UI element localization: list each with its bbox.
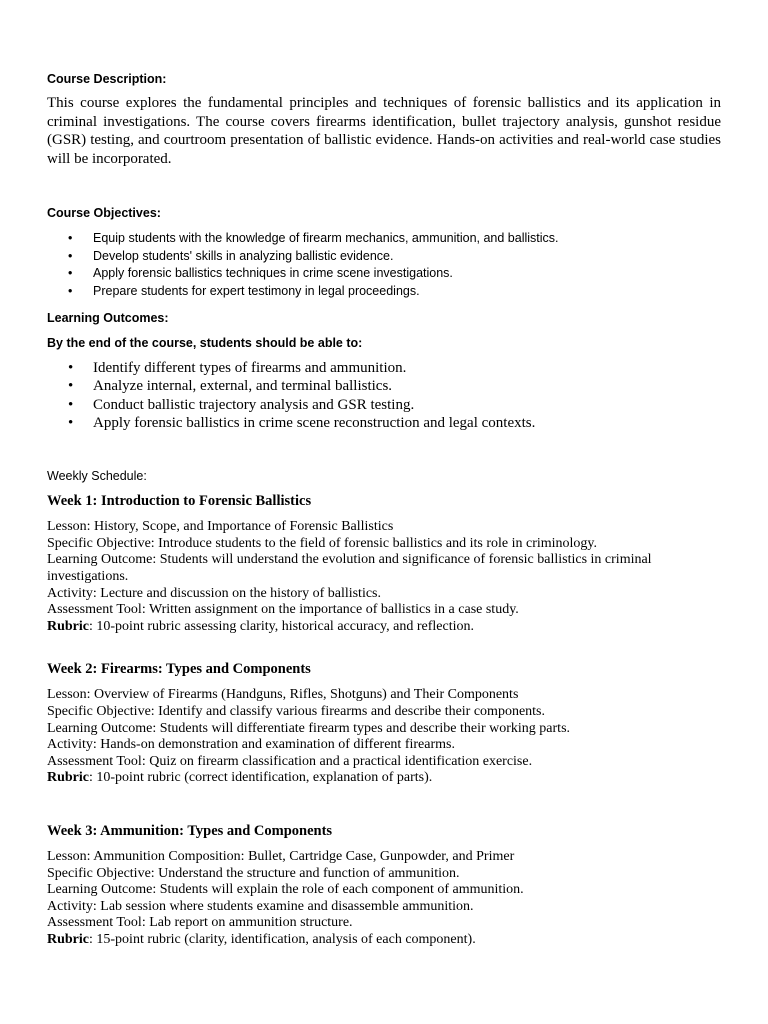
lesson-line: Lesson: Overview of Firearms (Handguns, Rifles, Shotguns) and Their Components [47,687,519,703]
outcome-line: Learning Outcome: Students will differentiate firearm types and describe their working parts. [47,720,571,736]
bullet-icon: • [68,248,73,263]
objective-line: Specific Objective: Introduce students to the field of forensic ballistics and its role in criminology. [47,535,598,551]
rubric-label: Rubric [47,770,89,786]
weekly-schedule-heading: Weekly Schedule: [47,469,147,484]
rubric-text: : 15-point rubric (clarity, identification, analysis of each component). [89,931,476,947]
week-details [47,519,721,635]
bullet-icon: • [68,396,74,413]
learning-outcomes-list [47,359,721,432]
list-item: • Analyze internal, external, and terminal ballistics. [68,378,393,395]
objective-line: Specific Objective: Understand the structure and function of ammunition. [47,865,460,881]
list-item: • Apply forensic ballistics techniques in crime scene investigations. [47,265,721,283]
course-description-heading: Course Description: [47,72,167,86]
outcome-line-continued: investigations. [47,568,129,584]
list-item: • Conduct ballistic trajectory analysis and GSR testing. [68,396,415,413]
list-item: • Develop students' skills in analyzing ballistic evidence. [47,248,721,266]
course-description-text: This course explores the fundamental principles and techniques of forensic ballistics and its application in criminal investigations. The course covers firearms identification, bullet trajectory analysis, gunshot residue (GSR) testing, and courtroom presentation of ballistic evidence. Hands-on activities and real-world case studies will be incorporated. [47,95,721,167]
assessment-line: Assessment Tool: Quiz on firearm classification and a practical identification exercise. [47,753,533,769]
bullet-icon: • [68,231,73,245]
rubric-line [47,770,721,787]
bullet-icon: • [68,266,73,280]
week-3-section [47,823,721,949]
week-title: Week 1: Introduction to Forensic Ballistics [47,493,312,510]
week-details [47,687,721,787]
course-objectives-list [47,230,721,300]
outcome-line: Learning Outcome: Students will explain the role of each component of ammunition. [47,882,524,898]
list-item: • Identify different types of firearms and ammunition. [68,360,407,376]
rubric-line [47,932,721,949]
list-item: • Prepare students for expert testimony in legal proceedings. [47,283,721,301]
bullet-icon: • [68,283,73,298]
rubric-line [47,619,721,636]
lesson-line: Lesson: History, Scope, and Importance of Forensic Ballistics [47,519,394,535]
outcome-line: Learning Outcome: Students will understand the evolution and significance of forensic ballistics in criminal [47,552,652,568]
bullet-icon: • [68,360,74,376]
rubric-text: : 10-point rubric assessing clarity, historical accuracy, and reflection. [89,618,474,634]
lesson-line: Lesson: Ammunition Composition: Bullet, Cartridge Case, Gunpowder, and Primer [47,848,515,864]
objective-line: Specific Objective: Identify and classify various firearms and describe their components. [47,703,545,719]
activity-line: Activity: Hands-on demonstration and examination of different firearms. [47,737,455,753]
learning-outcomes-heading: Learning Outcomes: [47,311,169,325]
assessment-line: Assessment Tool: Written assignment on the importance of ballistics in a case study. [47,602,519,618]
week-1-section [47,493,721,635]
activity-line: Activity: Lab session where students examine and disassemble ammunition. [47,898,474,914]
bullet-icon: • [68,378,74,395]
rubric-label: Rubric [47,618,89,634]
week-title: Week 2: Firearms: Types and Components [47,661,311,678]
bullet-icon: • [68,414,74,431]
activity-line: Activity: Lecture and discussion on the history of ballistics. [47,585,381,601]
list-item: • Apply forensic ballistics in crime scene reconstruction and legal contexts. [68,414,536,431]
document-page [47,70,721,948]
week-details [47,849,721,949]
assessment-line: Assessment Tool: Lab report on ammunition structure. [47,915,353,931]
course-objectives-heading: Course Objectives: [47,206,161,220]
list-item: • Equip students with the knowledge of firearm mechanics, ammunition, and ballistics. [47,230,721,248]
rubric-text: : 10-point rubric (correct identification, explanation of parts). [89,770,433,786]
learning-outcomes-intro: By the end of the course, students should be able to: [47,336,363,350]
week-title: Week 3: Ammunition: Types and Components [47,822,333,839]
week-2-section [47,661,721,787]
rubric-label: Rubric [47,931,89,947]
